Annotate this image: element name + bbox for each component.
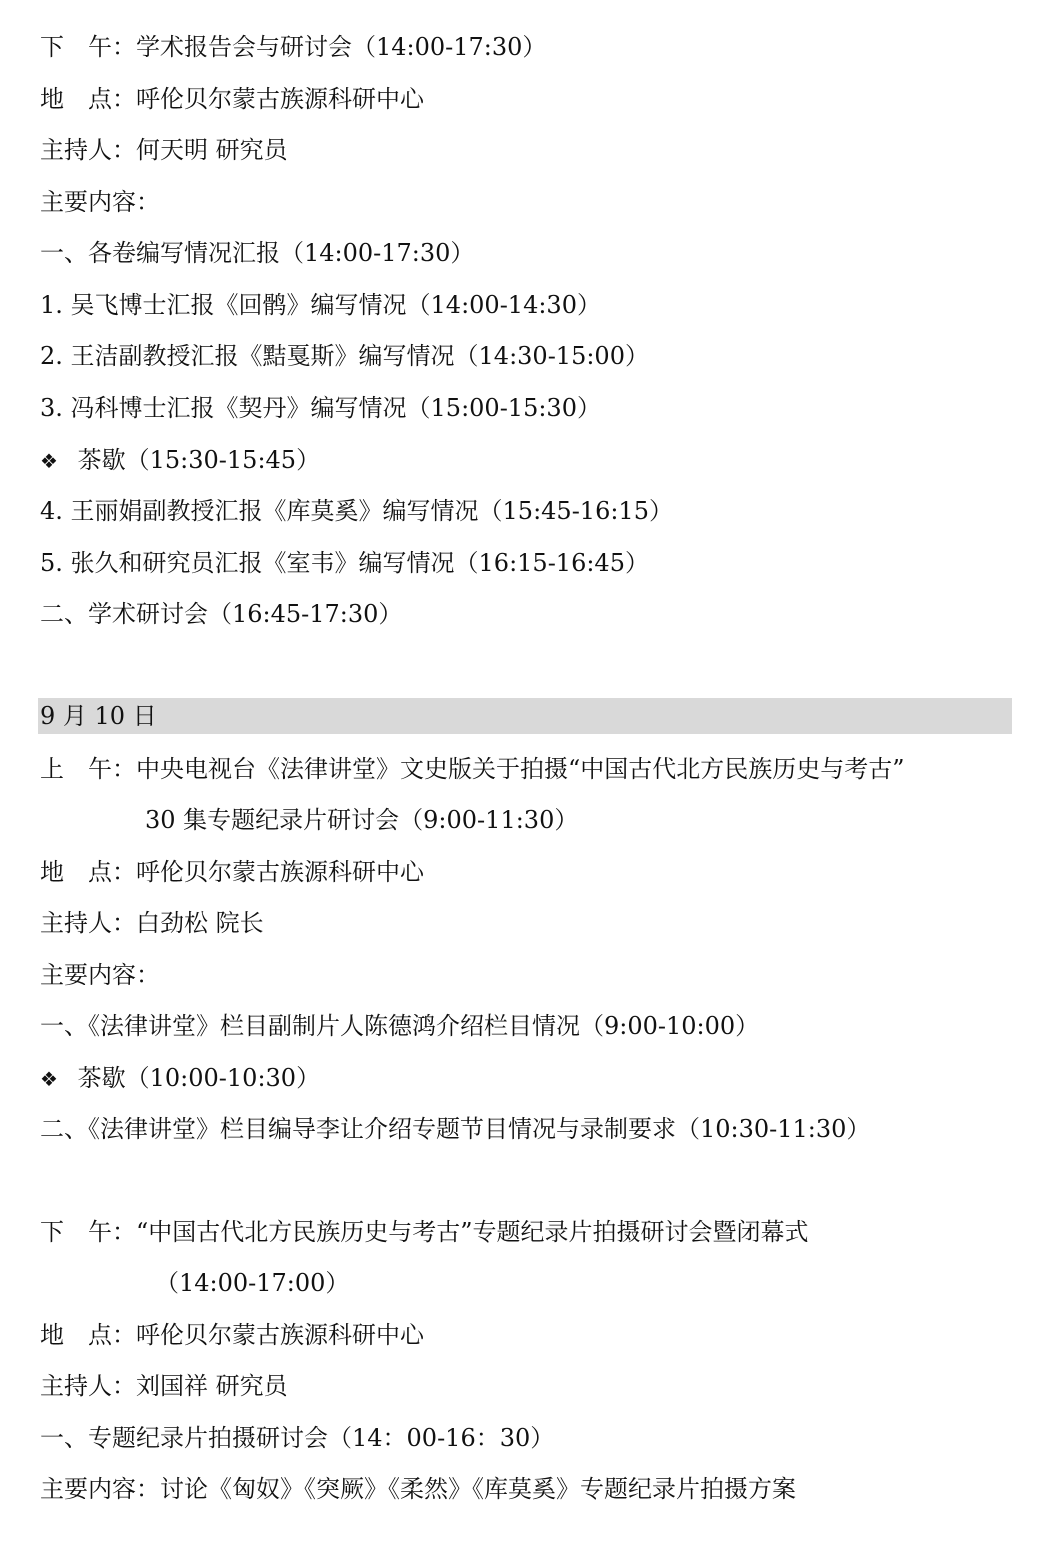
afternoon1-tea-break — [40, 445, 320, 475]
afternoon1-content-label: 主要内容： — [40, 188, 160, 216]
date-text: 9 月 10 日 — [40, 702, 157, 730]
morning2-session-line1: 上 午：中央电视台《法律讲堂》文史版关于拍摄“中国古代北方民族历史与考古” — [40, 755, 905, 783]
afternoon1-item-1: 1. 吴飞博士汇报《回鹘》编写情况（14:00-14:30） — [40, 291, 601, 319]
afternoon2-section1: 一、专题纪录片拍摄研讨会（14：00-16：30） — [40, 1424, 555, 1452]
afternoon1-item-3: 3. 冯科博士汇报《契丹》编写情况（15:00-15:30） — [40, 394, 601, 422]
tea-break-text: 茶歇（10:00-10:30） — [77, 1064, 321, 1092]
afternoon1-item-4: 4. 王丽娟副教授汇报《库莫奚》编写情况（15:45-16:15） — [40, 497, 673, 525]
morning2-location: 地 点：呼伦贝尔蒙古族源科研中心 — [40, 858, 424, 886]
afternoon1-location: 地 点：呼伦贝尔蒙古族源科研中心 — [40, 85, 424, 113]
morning2-tea-break — [40, 1063, 320, 1093]
tea-break-text: 茶歇（15:30-15:45） — [77, 446, 321, 474]
afternoon1-item-2: 2. 王洁副教授汇报《黠戛斯》编写情况（14:30-15:00） — [40, 342, 649, 370]
afternoon1-section2: 二、学术研讨会（16:45-17:30） — [40, 600, 403, 628]
morning2-host: 主持人：白劲松 院长 — [40, 909, 264, 937]
afternoon2-location: 地 点：呼伦贝尔蒙古族源科研中心 — [40, 1321, 424, 1349]
morning2-item-1: 一、《法律讲堂》栏目副制片人陈德鸿介绍栏目情况（9:00-10:00） — [40, 1012, 760, 1040]
date-header — [38, 698, 1012, 734]
afternoon2-session-line2: （14:00-17:00） — [155, 1269, 350, 1297]
afternoon2-content: 主要内容：讨论《匈奴》《突厥》《柔然》《库莫奚》专题纪录片拍摄方案 — [40, 1475, 796, 1503]
morning2-session-line2: 30 集专题纪录片研讨会（9:00-11:30） — [145, 806, 579, 834]
diamond-fleuron-icon: ❖ — [40, 449, 58, 473]
afternoon1-session: 下 午：学术报告会与研讨会（14:00-17:30） — [40, 33, 547, 61]
afternoon1-section1: 一、各卷编写情况汇报（14:00-17:30） — [40, 239, 475, 267]
afternoon2-session-line1: 下 午：“中国古代北方民族历史与考古”专题纪录片拍摄研讨会暨闭幕式 — [40, 1218, 809, 1246]
morning2-item-2: 二、《法律讲堂》栏目编导李让介绍专题节目情况与录制要求（10:30-11:30） — [40, 1115, 871, 1143]
afternoon1-item-5: 5. 张久和研究员汇报《室韦》编写情况（16:15-16:45） — [40, 549, 649, 577]
morning2-content-label: 主要内容： — [40, 961, 160, 989]
afternoon1-host: 主持人：何天明 研究员 — [40, 136, 288, 164]
diamond-fleuron-icon: ❖ — [40, 1067, 58, 1091]
afternoon2-host: 主持人：刘国祥 研究员 — [40, 1372, 288, 1400]
